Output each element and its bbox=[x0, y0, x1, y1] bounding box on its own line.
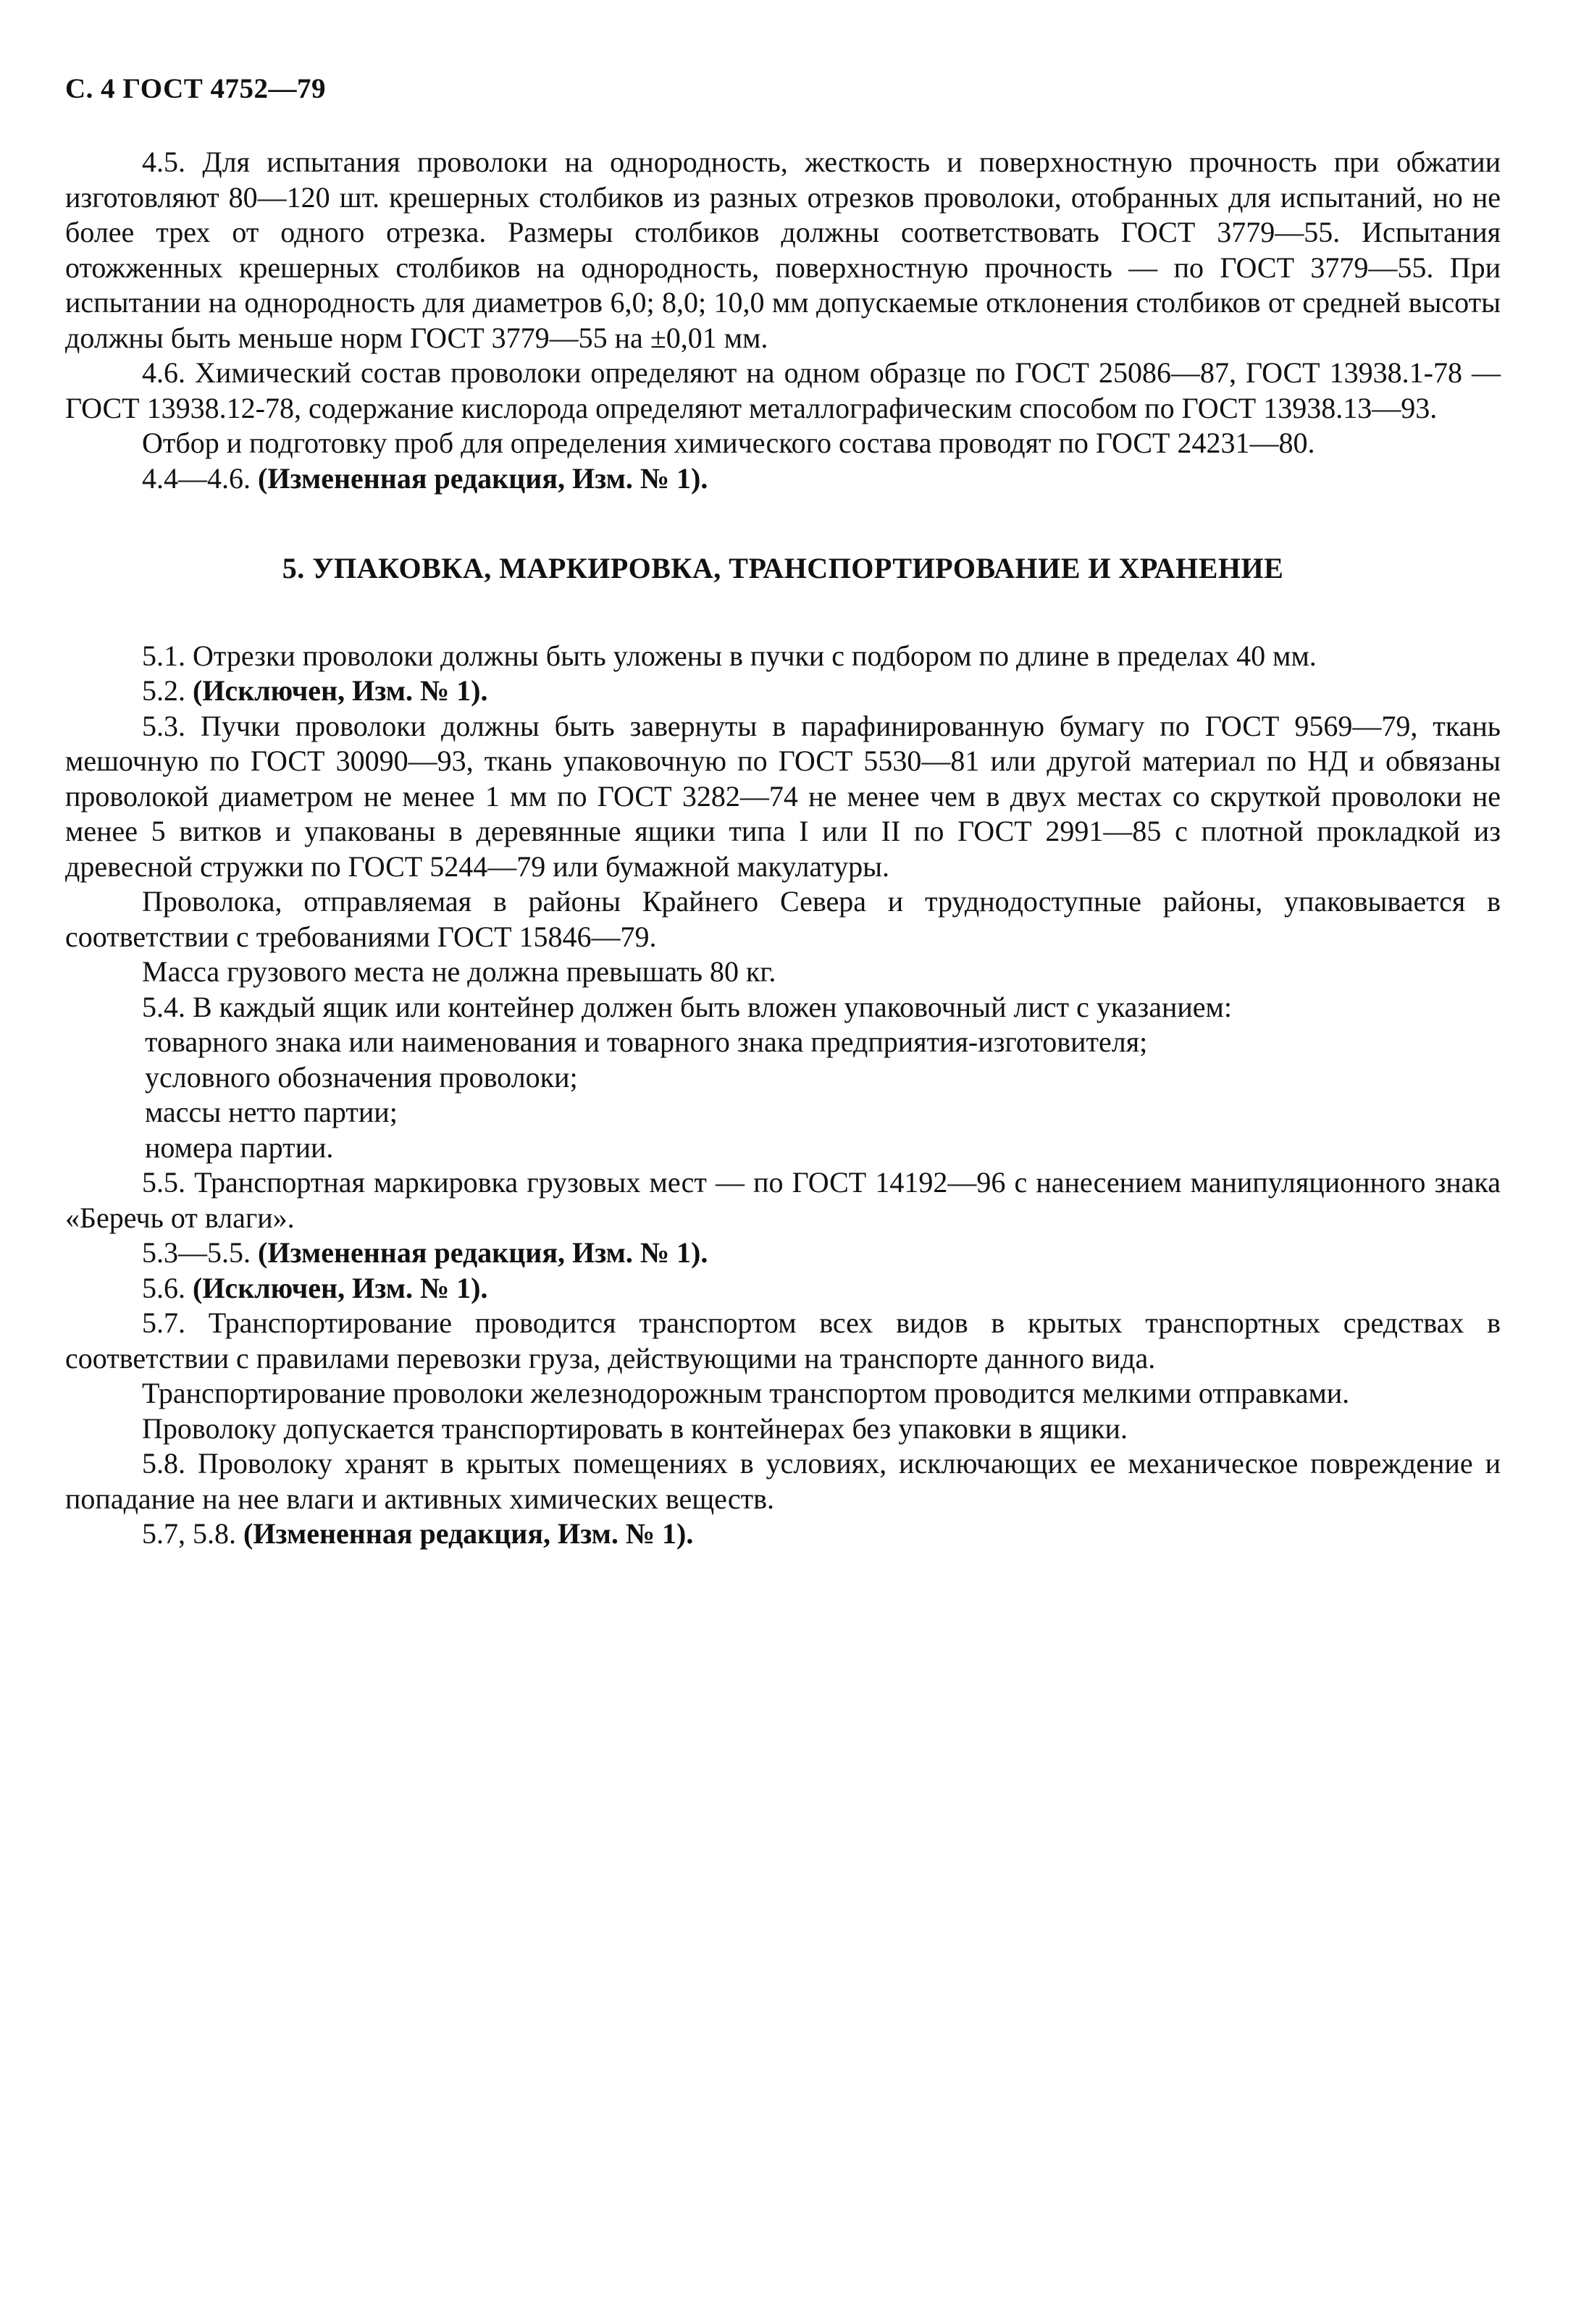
paragraph-5-1: 5.1. Отрезки проволоки должны быть уложены в пучки с подбором по длине в пределах 40 мм. bbox=[142, 639, 1317, 672]
paragraph-5-5: 5.5. Транспортная маркировка грузовых мест — по ГОСТ 14192—96 с нанесением манипуляционного знака «Беречь от влаги». bbox=[65, 1166, 1501, 1234]
running-head: С. 4 ГОСТ 4752—79 bbox=[65, 73, 326, 104]
amendment-note-5-3-5-5 bbox=[65, 1236, 1501, 1271]
list-item: условного обозначения проволоки; bbox=[145, 1060, 578, 1094]
document-body bbox=[65, 145, 1501, 1552]
list-item: номера партии. bbox=[145, 1130, 334, 1164]
paragraph-5-7: 5.7. Транспортирование проводится транспортом всех видов в крытых транспортных средствах в соответствии с правилами перевозки груза, действующими на транспорте данного вида. bbox=[65, 1306, 1501, 1375]
amendment-note-number: 4.4—4.6. bbox=[142, 461, 251, 495]
list-item: массы нетто партии; bbox=[145, 1096, 398, 1128]
amendment-note-4-4-4-6 bbox=[65, 461, 1501, 497]
amendment-note-5-7-5-8 bbox=[65, 1517, 1501, 1552]
paragraph-5-6 bbox=[65, 1271, 1501, 1306]
paragraph-5-7-rail: Транспортирование проволоки железнодорожным транспортом проводится мелкими отправками. bbox=[142, 1377, 1350, 1409]
amendment-note-text: (Измененная редакция, Изм. № 1). bbox=[243, 1517, 694, 1550]
amendment-note-number: 5.7, 5.8. bbox=[142, 1517, 236, 1550]
paragraph-4-6: 4.6. Химический состав проволоки определяют на одном образце по ГОСТ 25086—87, ГОСТ 13938.1-78 — ГОСТ 13938.12-78, содержание кислорода определяют металлографическим способом по ГОСТ 13938.13—93. bbox=[65, 356, 1501, 424]
amendment-note-number: 5.3—5.5. bbox=[142, 1236, 251, 1269]
paragraph-5-3-mass: Масса грузового места не должна превышать 80 кг. bbox=[142, 955, 776, 988]
list-item: товарного знака или наименования и товарного знака предприятия-изготовителя; bbox=[145, 1025, 1148, 1058]
paragraph-5-7-containers: Проволоку допускается транспортировать в контейнерах без упаковки в ящики. bbox=[142, 1411, 1128, 1445]
clause-excluded-note: (Исключен, Изм. № 1). bbox=[193, 1271, 488, 1304]
section-5-title: 5. УПАКОВКА, МАРКИРОВКА, ТРАНСПОРТИРОВАНИЕ И ХРАНЕНИЕ bbox=[282, 552, 1284, 584]
paragraph-5-3: 5.3. Пучки проволоки должны быть завернуты в парафинированную бумагу по ГОСТ 9569—79, ткань мешочную по ГОСТ 30090—93, ткань упаковочную по ГОСТ 5530—81 или другой материал по НД и обвязаны проволокой диаметром не менее 1 мм по ГОСТ 3282—74 не менее чем в двух местах со скруткой проволоки не менее 5 витков и упакованы в деревянные ящики типа I или II по ГОСТ 2991—85 с плотной прокладкой из древесной стружки по ГОСТ 5244—79 или бумажной макулатуры. bbox=[65, 709, 1501, 883]
paragraph-5-2 bbox=[65, 674, 1501, 709]
paragraph-4-5: 4.5. Для испытания проволоки на однородность, жесткость и поверхностную прочность при обжатии изготовляют 80—120 шт. крешерных столбиков из разных отрезков проволоки, отобранных для испытаний, но не более трех от одного отрезка. Размеры столбиков должны соответствовать ГОСТ 3779—55. Испытания отожженных крешерных столбиков на однородность, поверхностную прочность — по ГОСТ 3779—55. При испытании на однородность для диаметров 6,0; 8,0; 10,0 мм допускаемые отклонения столбиков от средней высоты должны быть меньше норм ГОСТ 3779—55 на ±0,01 мм. bbox=[65, 146, 1501, 354]
clause-excluded-note: (Исключен, Изм. № 1). bbox=[193, 674, 488, 707]
paragraph-4-6-sampling: Отбор и подготовку проб для определения химического состава проводят по ГОСТ 24231—80. bbox=[142, 427, 1315, 459]
clause-number: 5.6. bbox=[142, 1271, 185, 1304]
packing-list-items bbox=[65, 1025, 1501, 1165]
paragraph-5-4: 5.4. В каждый ящик или контейнер должен быть вложен упаковочный лист с указанием: bbox=[142, 990, 1232, 1023]
paragraph-5-8: 5.8. Проволоку хранят в крытых помещениях в условиях, исключающих ее механическое повреждение и попадание на нее влаги и активных химических веществ. bbox=[65, 1447, 1501, 1515]
amendment-note-text: (Измененная редакция, Изм. № 1). bbox=[258, 461, 708, 495]
clause-number: 5.2. bbox=[142, 674, 185, 707]
paragraph-5-3-far-north: Проволока, отправляемая в районы Крайнего Севера и труднодоступные районы, упаковывается в соответствии с требованиями ГОСТ 15846—79. bbox=[65, 885, 1501, 953]
amendment-note-text: (Измененная редакция, Изм. № 1). bbox=[258, 1236, 708, 1269]
